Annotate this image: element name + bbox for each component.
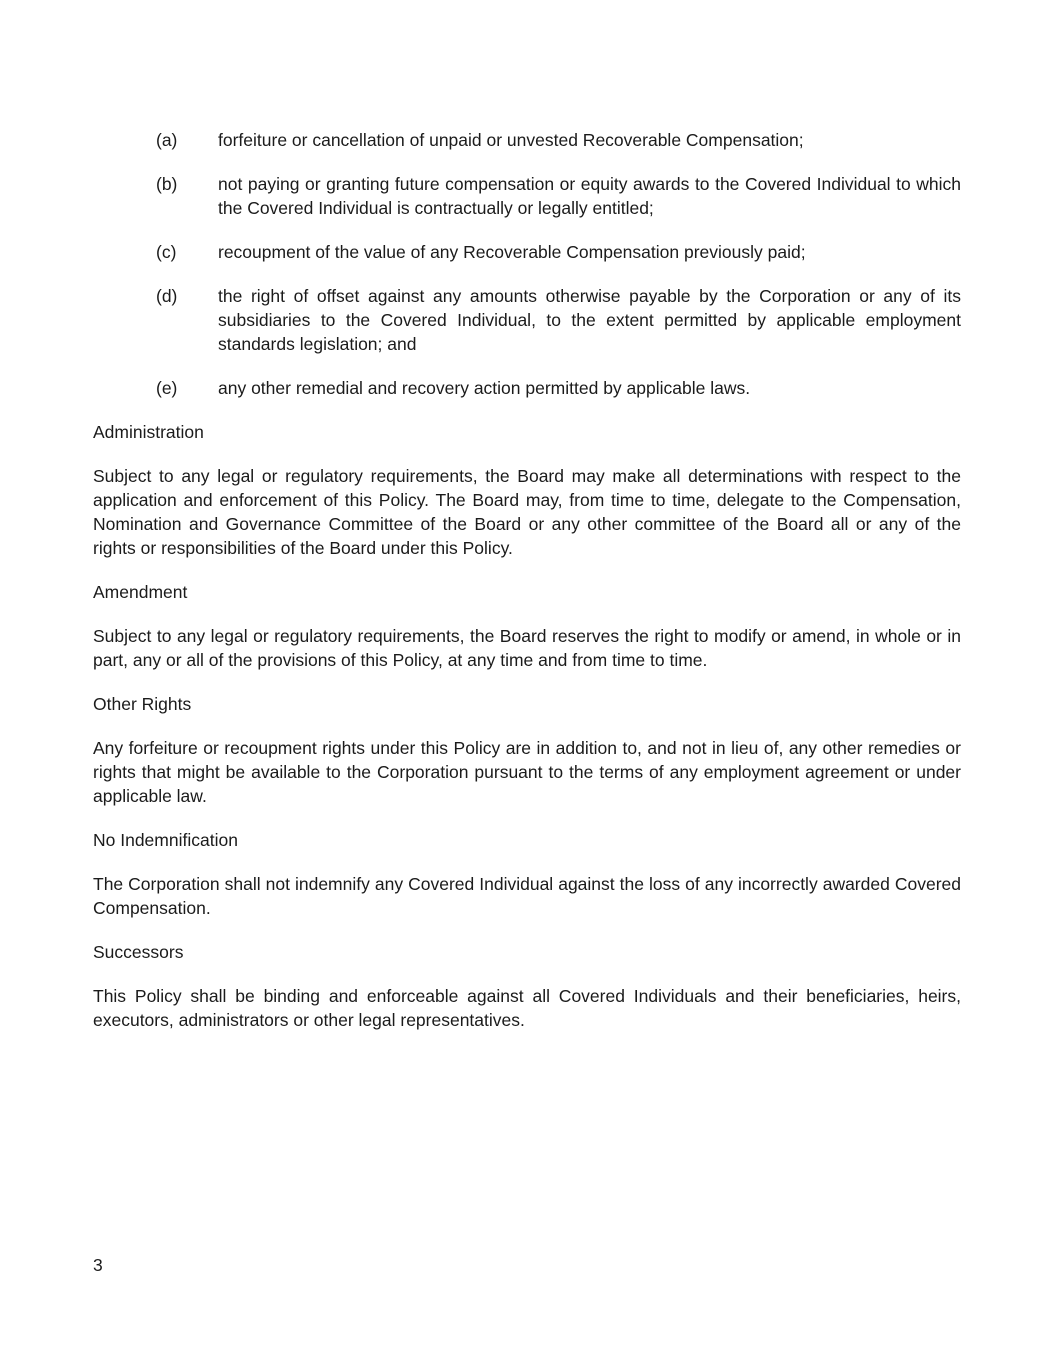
list-item-text: recoupment of the value of any Recoverable Compensation previously paid; <box>218 242 806 262</box>
page-number: 3 <box>93 1255 103 1275</box>
list-item <box>93 284 961 356</box>
section-heading: Successors <box>93 942 184 962</box>
list-item-text: any other remedial and recovery action permitted by applicable laws. <box>218 378 751 398</box>
document-content <box>93 128 961 1052</box>
list-item-marker: (c) <box>156 242 177 262</box>
section-heading: Administration <box>93 422 204 442</box>
section-amendment <box>93 580 961 672</box>
list-item-text: not paying or granting future compensation or equity awards to the Covered Individual to which the Covered Individual is contractually or legally entitled; <box>218 174 961 218</box>
section-paragraph: Any forfeiture or recoupment rights under this Policy are in addition to, and not in lieu of, any other remedies or rights that might be available to the Corporation pursuant to the terms of any employment agreement or under applicable law. <box>93 738 961 806</box>
list-item-marker: (a) <box>156 130 178 150</box>
list-item-marker: (b) <box>156 174 178 194</box>
section-other-rights <box>93 692 961 808</box>
section-paragraph: Subject to any legal or regulatory requirements, the Board may make all determinations with respect to the application and enforcement of this Policy. The Board may, from time to time, delegate to the Compensation, Nomination and Governance Committee of the Board or any other committee of the Board all or any of the rights or responsibilities of the Board under this Policy. <box>93 466 961 558</box>
section-paragraph: The Corporation shall not indemnify any Covered Individual against the loss of any incorrectly awarded Covered Compensation. <box>93 874 961 918</box>
section-no-indemnification <box>93 828 961 920</box>
list-item <box>93 376 961 400</box>
list-item-marker: (d) <box>156 286 178 306</box>
section-heading: Amendment <box>93 582 188 602</box>
section-heading: Other Rights <box>93 694 192 714</box>
clause-list <box>93 128 961 400</box>
section-administration <box>93 420 961 560</box>
section-heading: No Indemnification <box>93 830 238 850</box>
section-paragraph: Subject to any legal or regulatory requirements, the Board reserves the right to modify or amend, in whole or in part, any or all of the provisions of this Policy, at any time and from time to time. <box>93 626 961 670</box>
list-item <box>93 240 961 264</box>
list-item-text: the right of offset against any amounts otherwise payable by the Corporation or any of its subsidiaries to the Covered Individual, to the extent permitted by applicable employment standards legislation; and <box>218 286 961 354</box>
section-paragraph: This Policy shall be binding and enforceable against all Covered Individuals and their beneficiaries, heirs, executors, administrators or other legal representatives. <box>93 986 961 1030</box>
list-item-text: forfeiture or cancellation of unpaid or unvested Recoverable Compensation; <box>218 130 804 150</box>
list-item <box>93 128 961 152</box>
section-successors <box>93 940 961 1032</box>
list-item-marker: (e) <box>156 378 178 398</box>
list-item <box>93 172 961 220</box>
